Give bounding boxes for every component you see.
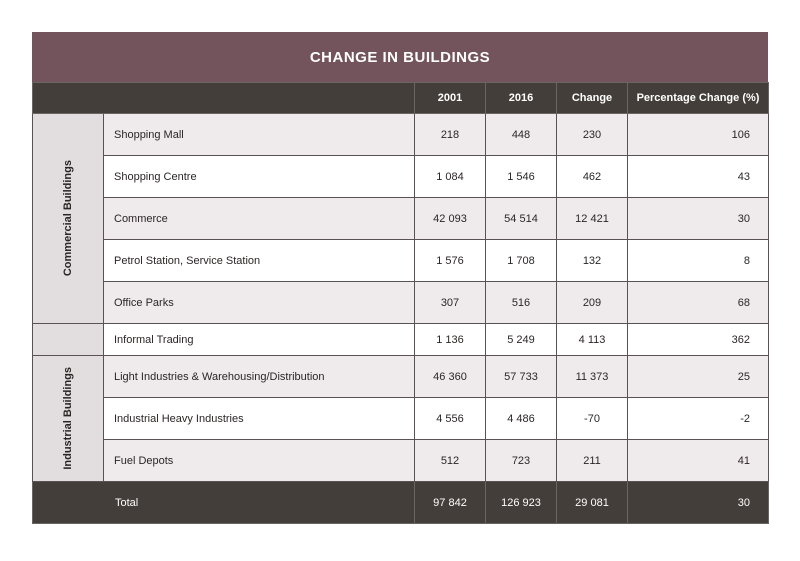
row-label: Commerce: [104, 198, 415, 240]
table-row: [33, 398, 769, 440]
value-2016: 54 514: [486, 198, 557, 240]
row-label: Industrial Heavy Industries: [104, 398, 415, 440]
row-label: Fuel Depots: [104, 440, 415, 482]
value-change: 211: [557, 440, 628, 482]
header-percentage-change: Percentage Change (%): [628, 83, 769, 114]
total-change: 29 081: [557, 482, 628, 524]
total-2016: 126 923: [486, 482, 557, 524]
value-change: 12 421: [557, 198, 628, 240]
value-change: 132: [557, 240, 628, 282]
value-2016: 1 708: [486, 240, 557, 282]
buildings-table: [32, 82, 769, 524]
value-2001: 512: [415, 440, 486, 482]
value-2016: 723: [486, 440, 557, 482]
value-2001: 1 084: [415, 156, 486, 198]
group-commercial: [33, 114, 104, 324]
total-row: [33, 482, 769, 524]
value-percentage-change: 106: [628, 114, 769, 156]
value-2016: 57 733: [486, 356, 557, 398]
table-row: [33, 198, 769, 240]
value-percentage-change: 43: [628, 156, 769, 198]
header-change: Change: [557, 83, 628, 114]
value-2001: 1 136: [415, 324, 486, 356]
table-row: [33, 440, 769, 482]
table-title: CHANGE IN BUILDINGS: [32, 32, 768, 82]
table-row: [33, 240, 769, 282]
row-label: Petrol Station, Service Station: [104, 240, 415, 282]
total-percentage-change: 30: [628, 482, 769, 524]
value-percentage-change: 25: [628, 356, 769, 398]
row-label: Office Parks: [104, 282, 415, 324]
value-2001: 1 576: [415, 240, 486, 282]
value-2001: 42 093: [415, 198, 486, 240]
header-blank: [33, 83, 415, 114]
value-percentage-change: 41: [628, 440, 769, 482]
value-change: 209: [557, 282, 628, 324]
group-blank: [33, 324, 104, 356]
value-2001: 307: [415, 282, 486, 324]
group-industrial: [33, 356, 104, 482]
value-percentage-change: 30: [628, 198, 769, 240]
value-change: 4 113: [557, 324, 628, 356]
value-2016: 516: [486, 282, 557, 324]
table-row: [33, 282, 769, 324]
total-label: Total: [33, 482, 415, 524]
group-label-industrial: Industrial Buildings: [62, 367, 74, 470]
table-row: [33, 156, 769, 198]
value-percentage-change: -2: [628, 398, 769, 440]
table-row: [33, 114, 769, 156]
header-row: [33, 83, 769, 114]
value-2001: 4 556: [415, 398, 486, 440]
value-2016: 448: [486, 114, 557, 156]
value-2016: 5 249: [486, 324, 557, 356]
row-label: Informal Trading: [104, 324, 415, 356]
value-change: 11 373: [557, 356, 628, 398]
value-change: -70: [557, 398, 628, 440]
value-change: 230: [557, 114, 628, 156]
value-2001: 46 360: [415, 356, 486, 398]
value-change: 462: [557, 156, 628, 198]
row-label: Light Industries & Warehousing/Distribution: [104, 356, 415, 398]
group-label-commercial: Commercial Buildings: [62, 160, 74, 277]
row-label: Shopping Centre: [104, 156, 415, 198]
total-2001: 97 842: [415, 482, 486, 524]
buildings-table-container: [32, 32, 768, 524]
value-2016: 4 486: [486, 398, 557, 440]
table-row: [33, 356, 769, 398]
header-2016: 2016: [486, 83, 557, 114]
table-row: [33, 324, 769, 356]
value-2001: 218: [415, 114, 486, 156]
value-2016: 1 546: [486, 156, 557, 198]
value-percentage-change: 68: [628, 282, 769, 324]
value-percentage-change: 362: [628, 324, 769, 356]
value-percentage-change: 8: [628, 240, 769, 282]
row-label: Shopping Mall: [104, 114, 415, 156]
header-2001: 2001: [415, 83, 486, 114]
